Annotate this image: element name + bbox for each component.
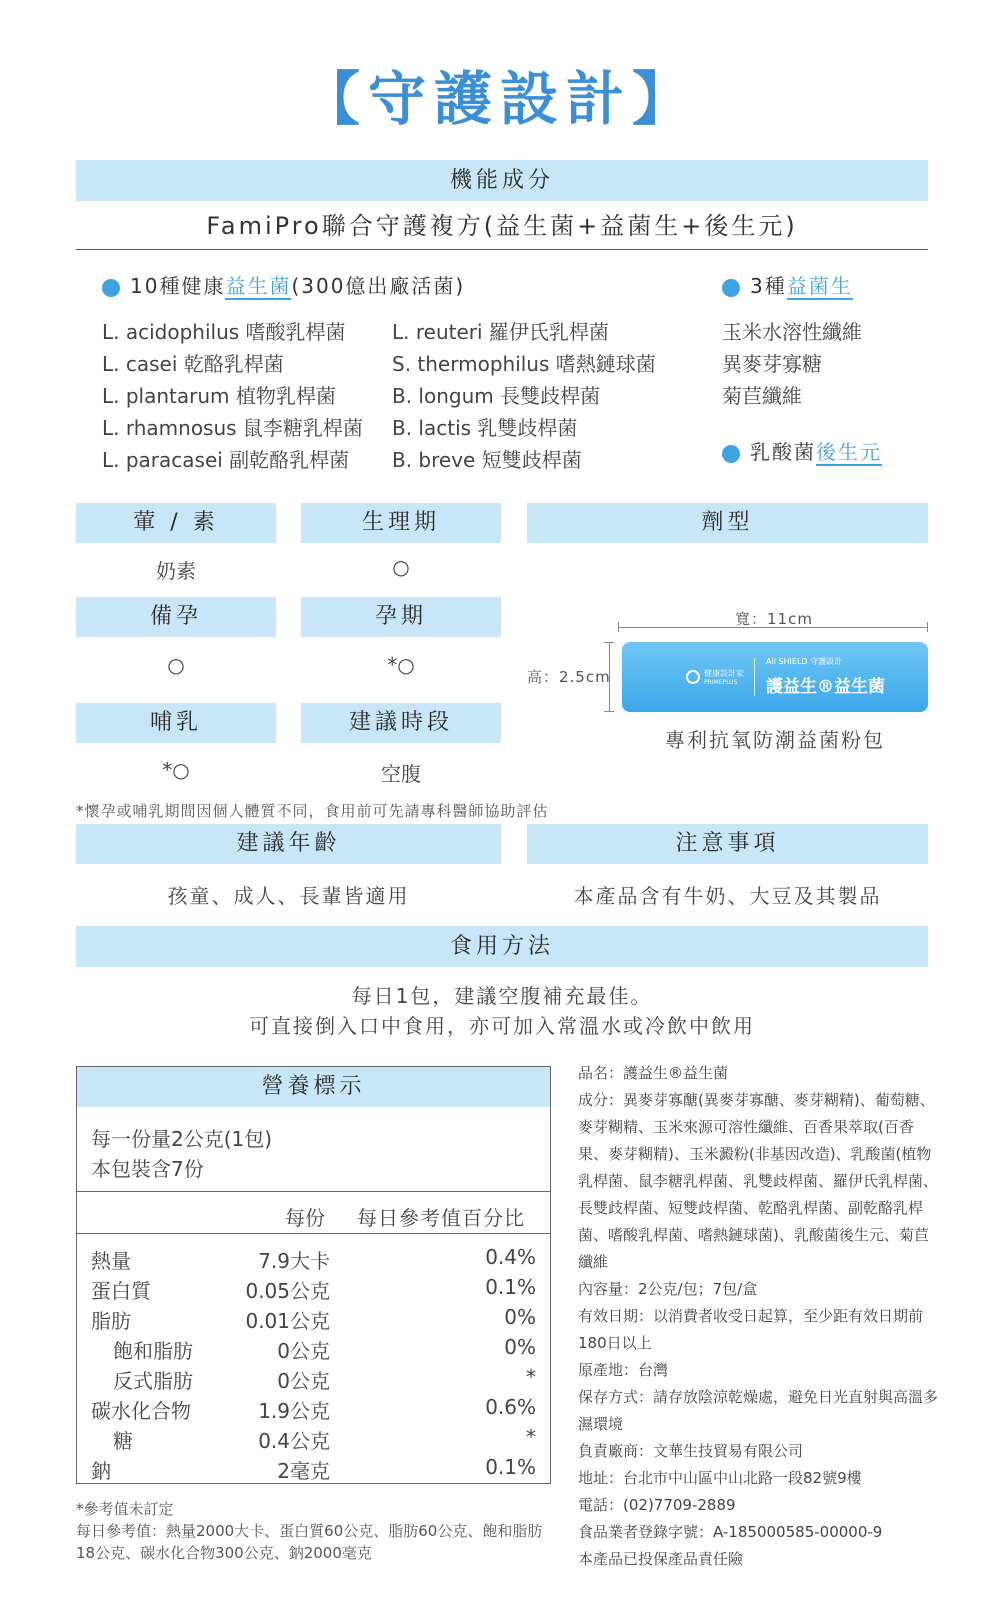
usage-line-2: 可直接倒入口中食用，亦可加入常溫水或冷飲中飲用	[249, 1014, 755, 1038]
table-divider	[77, 1233, 550, 1234]
nutrition-note-2: 每日參考值：熱量2000大卡、蛋白質60公克、脂肪60公克、飽和脂肪	[76, 1522, 543, 1540]
info-insurance: 本產品已投保產品責任險	[578, 1550, 744, 1568]
label-form: 劑型	[527, 503, 928, 543]
info-registration: 食品業者登錄字號：A-185000585-00000-9	[578, 1523, 883, 1541]
value-time: 空腹	[381, 762, 421, 786]
serving-count: 本包裝含7份	[91, 1157, 204, 1181]
label-caution: 注意事項	[527, 824, 928, 864]
label-nursing: 哺乳	[76, 703, 276, 743]
list-item: B. longum 長雙歧桿菌	[392, 384, 601, 408]
nutrient-name: 蛋白質	[91, 1279, 151, 1303]
nutrient-daily-value: 0%	[504, 1335, 536, 1359]
list-item: L. casei 乾酪乳桿菌	[102, 352, 284, 376]
nutrition-title: 營養標示	[77, 1067, 550, 1107]
table-row	[77, 1425, 550, 1455]
list-item: 玉米水溶性纖維	[722, 320, 862, 344]
table-row	[77, 1335, 550, 1365]
nutrient-amount: 1.9公克	[258, 1399, 330, 1423]
list-item: 菊苣纖維	[722, 384, 802, 408]
probiotics-heading	[102, 270, 465, 299]
nutrition-table	[76, 1066, 551, 1484]
value-prep: ○	[167, 653, 185, 677]
nutrient-name: 糖	[113, 1429, 133, 1453]
product-info	[578, 1060, 938, 1573]
info-address: 地址：台北市中山區中山北路一段82號9樓	[578, 1469, 862, 1487]
nutrient-amount: 0公克	[277, 1369, 330, 1393]
table-row	[77, 1275, 550, 1305]
serving-size: 每一份量2公克(1包)	[91, 1127, 273, 1151]
table-row	[77, 1365, 550, 1395]
list-item: L. plantarum 植物乳桿菌	[102, 384, 336, 408]
nutrient-name: 反式脂肪	[113, 1369, 193, 1393]
prebiotics-heading	[722, 270, 853, 299]
packet-divider	[754, 658, 755, 696]
label-veg: 葷 / 素	[76, 503, 276, 543]
value-pregnancy: *○	[387, 653, 415, 677]
usage-line-1: 每日1包，建議空腹補充最佳。	[351, 984, 653, 1008]
list-item: L. rhamnosus 鼠李糖乳桿菌	[102, 416, 363, 440]
nutrient-daily-value: 0%	[504, 1305, 536, 1329]
nutrient-daily-value: *	[526, 1425, 536, 1449]
probiotics-suffix: (300億出廠活菌)	[291, 274, 466, 298]
info-manufacturer: 負責廠商：文華生技貿易有限公司	[578, 1442, 804, 1460]
list-item: L. reuteri 羅伊氏乳桿菌	[392, 320, 609, 344]
probiotics-list-2	[392, 316, 656, 476]
table-divider	[77, 1191, 550, 1192]
list-item: B. lactis 乳雙歧桿菌	[392, 416, 578, 440]
label-time: 建議時段	[301, 703, 501, 743]
pack-series: All SHIELD 守護設計	[766, 657, 843, 666]
probiotics-list-1	[102, 316, 363, 476]
nutrient-amount: 0公克	[277, 1339, 330, 1363]
info-expiry: 有效日期：以消費者收受日起算，至少距有效日期前180日以上	[578, 1307, 924, 1352]
label-pregnancy: 孕期	[301, 597, 501, 637]
nutrient-name: 碳水化合物	[91, 1399, 191, 1423]
bullet-dot-icon	[722, 445, 740, 463]
info-phone: 電話：(02)7709-2889	[578, 1496, 736, 1514]
value-caution: 本產品含有牛奶、大豆及其製品	[573, 884, 882, 908]
list-item: 異麥芽寡糖	[722, 352, 822, 376]
list-item: L. acidophilus 嗜酸乳桿菌	[102, 320, 346, 344]
info-origin: 原產地：台灣	[578, 1361, 669, 1379]
probiotics-prefix: 10種健康	[130, 274, 226, 298]
nutrient-amount: 0.4公克	[258, 1429, 330, 1453]
info-ingredients: 成分：異麥芽寡醣(異麥芽寡醣、麥芽糊精)、葡萄糖、麥芽糊精、玉米來源可溶性纖維、百香果萃取(百香果、麥芽糊精)、玉米澱粉(非基因改造)、乳酸菌(植物乳桿菌、鼠李糖乳桿菌、乳雙歧桿菌、羅伊氏乳桿菌、長雙歧桿菌、短雙歧桿菌、乾酪乳桿菌、副乾酪乳桿菌、嗜酸乳桿菌、嗜熱鏈球菌)、乳酸菌後生元、菊苣纖維	[578, 1091, 939, 1271]
dimension-tick	[604, 642, 614, 643]
formula-title: FamiPro聯合守護複方(益生菌+益菌生+後生元)	[206, 212, 798, 240]
info-name: 品名：護益生®益生菌	[578, 1064, 729, 1082]
prebiotics-highlight: 益菌生	[786, 274, 853, 298]
nutrient-daily-value: *	[526, 1365, 536, 1389]
width-label: 寬：11cm	[735, 610, 813, 628]
pack-brand: 健康設計家	[704, 669, 744, 678]
postbiotics-highlight: 後生元	[816, 440, 882, 464]
dimension-tick	[927, 622, 928, 632]
column-per-serving: 每份	[285, 1206, 325, 1230]
nutrient-amount: 0.05公克	[245, 1279, 330, 1303]
nutrient-name: 鈉	[91, 1459, 111, 1483]
table-row	[77, 1305, 550, 1335]
nutrient-name: 脂肪	[91, 1309, 131, 1333]
nutrient-name: 熱量	[91, 1249, 131, 1273]
nutrient-amount: 0.01公克	[245, 1309, 330, 1333]
nutrient-amount: 2毫克	[277, 1459, 330, 1483]
probiotics-highlight: 益生菌	[225, 274, 292, 298]
nutrient-name: 飽和脂肪	[113, 1339, 193, 1363]
product-packet	[622, 642, 928, 712]
value-nursing: *○	[162, 758, 190, 782]
nutrient-daily-value: 0.4%	[485, 1245, 536, 1269]
table-row	[77, 1455, 550, 1485]
nutrient-daily-value: 0.1%	[485, 1275, 536, 1299]
value-veg: 奶素	[156, 559, 196, 583]
info-content: 內容量：2公克/包；7包/盒	[578, 1280, 758, 1298]
label-usage: 食用方法	[76, 926, 928, 967]
prebiotics-list	[722, 316, 862, 412]
nutrient-amount: 7.9大卡	[258, 1249, 330, 1273]
list-item: S. thermophilus 嗜熱鏈球菌	[392, 352, 656, 376]
dimension-tick	[618, 622, 619, 632]
page-title: 【守護設計】	[301, 65, 698, 133]
postbiotics-heading	[722, 436, 882, 465]
pack-caption: 專利抗氧防潮益菌粉包	[665, 728, 885, 752]
list-item: L. paracasei 副乾酪乳桿菌	[102, 448, 350, 472]
table-row	[77, 1245, 550, 1275]
value-period: ○	[392, 555, 410, 579]
nutrient-daily-value: 0.6%	[485, 1395, 536, 1419]
nutrient-daily-value: 0.1%	[485, 1455, 536, 1479]
height-label: 高：2.5cm	[527, 668, 611, 686]
label-age: 建議年齡	[76, 824, 501, 864]
dimension-tick	[604, 711, 614, 712]
section-header-function: 機能成分	[76, 160, 928, 201]
divider	[76, 249, 928, 250]
column-daily-value: 每日參考值百分比	[357, 1206, 525, 1230]
label-prep: 備孕	[76, 597, 276, 637]
pack-brand-en: PRIMEPLUS	[704, 679, 738, 686]
postbiotics-prefix: 乳酸菌	[750, 440, 816, 464]
nutrition-note-3: 18公克、碳水化合物300公克、鈉2000毫克	[76, 1544, 372, 1562]
label-period: 生理期	[301, 503, 501, 543]
bullet-dot-icon	[722, 279, 740, 297]
pack-name: 護益生®益生菌	[766, 677, 885, 697]
info-storage: 保存方式：請存放陰涼乾燥處，避免日光直射與高溫多濕環境	[578, 1388, 939, 1433]
list-item: B. breve 短雙歧桿菌	[392, 448, 582, 472]
table-row	[77, 1395, 550, 1425]
prebiotics-prefix: 3種	[750, 274, 787, 298]
bullet-dot-icon	[102, 279, 120, 297]
nutrition-note-1: *參考值未訂定	[76, 1500, 174, 1518]
brand-logo-icon	[686, 670, 700, 684]
footnote: *懷孕或哺乳期間因個人體質不同，食用前可先請專科醫師協助評估	[76, 802, 549, 820]
value-age: 孩童、成人、長輩皆適用	[167, 884, 410, 908]
